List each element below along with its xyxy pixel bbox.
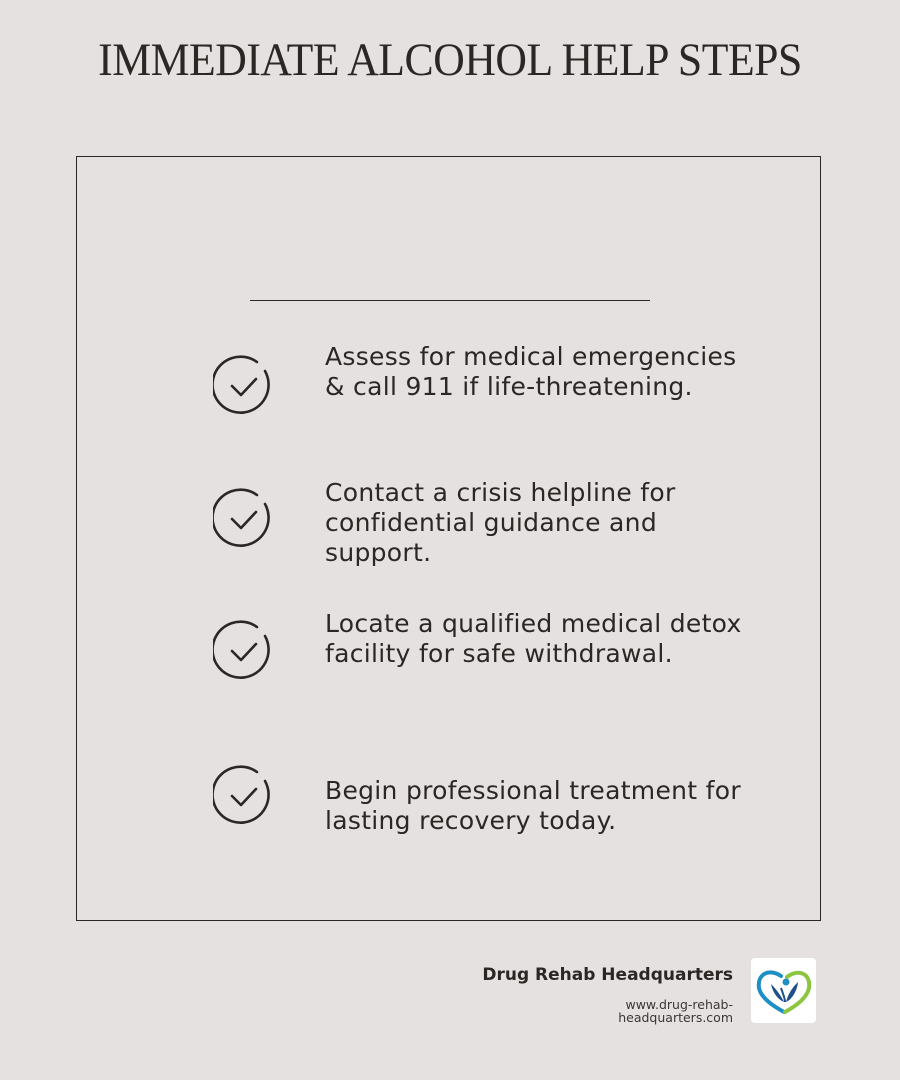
check-circle-icon xyxy=(213,620,275,682)
step-text: Locate a qualified medical detox facility for safe withdrawal. xyxy=(325,609,742,668)
check-circle-icon xyxy=(213,488,275,550)
brand-url[interactable]: www.drug-rehab-headquarters.com xyxy=(618,997,733,1025)
step-text: Begin professional treatment for lasting recovery today. xyxy=(325,776,741,835)
brand-name: Drug Rehab Headquarters xyxy=(482,965,733,985)
check-circle-icon xyxy=(213,765,275,827)
brand-logo xyxy=(751,958,816,1023)
step-text: Contact a crisis helpline for confidential guidance and support. xyxy=(325,478,676,567)
check-circle-icon xyxy=(213,355,275,417)
step-text: Assess for medical emergencies & call 911 if life-threatening. xyxy=(325,342,737,401)
heart-figure-logo-icon xyxy=(751,958,816,1023)
page-title: IMMEDIATE ALCOHOL HELP STEPS xyxy=(98,34,802,86)
divider-line xyxy=(250,300,650,301)
